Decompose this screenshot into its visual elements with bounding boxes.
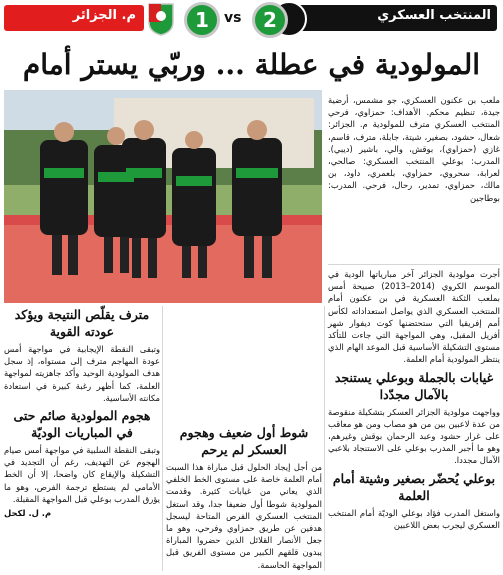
paragraph-first-half: من أجل إيجاد الحلول قبل مباراة هذا السبت أمام العلمة خاصة على مستوى الخط الخلفي الذي يعاني من غيابات كثيرة. وقدمت المولودية شوطا أول ضعيفا جدا، وقد استغل المنتخب العسكري الفرص المتاحة ليسجل هدفين عن طريق حمزاوي وفرحي، وهو ما جعل الأنصار القلائل الذين حضروا المباراة يبدون قلقهم الكبير من مستوى الفريق قبل المواجهة الحاسمة. bbox=[166, 462, 322, 570]
away-score: 1 bbox=[184, 2, 220, 38]
subheading-preparation: بوعلي يُحضّر بصغير وشيتة أمام العلمة bbox=[332, 470, 496, 503]
column-divider bbox=[324, 306, 325, 571]
subheading-mtrf: مترف يقلّص النتيجة ويؤكد عودته القوية bbox=[14, 307, 150, 339]
match-lineup bbox=[328, 94, 500, 264]
divider bbox=[328, 264, 500, 265]
article-intro: أجرت مولودية الجزائر آخر مبارياتها الودية في الموسم الكروي (2014–2013) صبيحة أمس بملعب الثكنة العسكرية في بن عكنون أمام المنتخب العسكري الذي يواصل استعداداته لكأس أمم إفريقيا التي ستحتضنها كوت ديفوار شهر أفريل المقبل، وهي المواجهة التي جاءت للتأكد مستوى التشكيلة الأساسية قبل الموعد الهام الذي ينتظر المولودية أمام العلمة. bbox=[328, 269, 500, 365]
subheading-absences: غيابات بالجملة وبوعلي يستنجد بالآمال مجدّدا bbox=[334, 369, 494, 402]
photo-illustration bbox=[4, 90, 322, 303]
subheading-attack: هجوم المولودية صائم حتى في المباريات الوديّة bbox=[13, 408, 151, 441]
paragraph-preparation: واستغل المدرب فؤاد بوعلي الوديّة أمام المنتخب العسكري ليجرب بعض اللاعبين bbox=[328, 507, 500, 530]
away-team-name: م. الجزائر bbox=[72, 8, 136, 23]
paragraph-mtrf: وتبقى النقطة الإيجابية في مواجهة أمس عودة المهاجم مترف إلى مستواه، إذ سجل هدف المولودية الوحيد وأكد جاهزيته لمواجهة العلمة، كما أظهر رغبة كبيرة في استعادة مكانته الأساسية. bbox=[4, 344, 160, 403]
scoreboard bbox=[0, 0, 503, 40]
article-signature: م. ل. لكحل bbox=[4, 508, 52, 519]
paragraph-attack: وتبقى النقطة السلبية في مواجهة أمس صيام الهجوم عن التهديف، رغم أن التجديد في التشكيلة والإيقاع كان واضحا، إلا أن الخط الأمامي لم يستطع ترجمة الفرص، وهو ما يؤرق المدرب بوعلي قبل المواجهة المقبلة. bbox=[4, 445, 160, 504]
lineup-text: ملعب بن عكنون العسكري، جو مشمس، أرضية جيدة، تنظيم محكم. الأهداف: حمزاوي، فرحي المنتخب العسكري مترف للمولودية م. الجزائر: شعال، حشود، بصغير، شيتة، جابلة، مترف، قاسم، غازي (حمزاوي)، بوقش، والي، باشير (ديبي). المدرب: بوعلي المنتخب العسكري: صالحي، لعرابة، سحروي، حمزاوي، بلعمري، داود، بن مالك، حمزاوي، تمدير، رحال، فرحي. المدرب: بوطاجين bbox=[328, 95, 500, 203]
article-headline: المولودية في عطلة ... وربّي يستر أمام bbox=[22, 48, 481, 81]
article-middle-column bbox=[166, 306, 322, 571]
players-training-photo bbox=[4, 90, 322, 303]
column-divider bbox=[162, 306, 163, 571]
vs-label: vs bbox=[224, 10, 242, 26]
article-left-column bbox=[4, 306, 160, 571]
subheading-first-half: شوط أول ضعيف وهجوم العسكر لم يرحم bbox=[179, 425, 309, 457]
home-team-bar bbox=[285, 5, 497, 31]
away-team-bar bbox=[4, 5, 144, 31]
club-logo-icon bbox=[146, 2, 176, 36]
paragraph-absences: وواجهت مولودية الجزائر العسكر بتشكيلة منقوصة من عدة لاعبين بين من هو مصاب ومن هو معاقب على غرار حشود وعبد الرحمان بوقش وغيرهم، وهو ما أجبر المدرب بوعلي على الاستنجاد بلاعبي الآمال مجددا. bbox=[328, 406, 500, 466]
article-right-column bbox=[328, 268, 500, 571]
home-team-name: المنتخب العسكري bbox=[377, 8, 491, 23]
home-score: 2 bbox=[252, 2, 288, 38]
